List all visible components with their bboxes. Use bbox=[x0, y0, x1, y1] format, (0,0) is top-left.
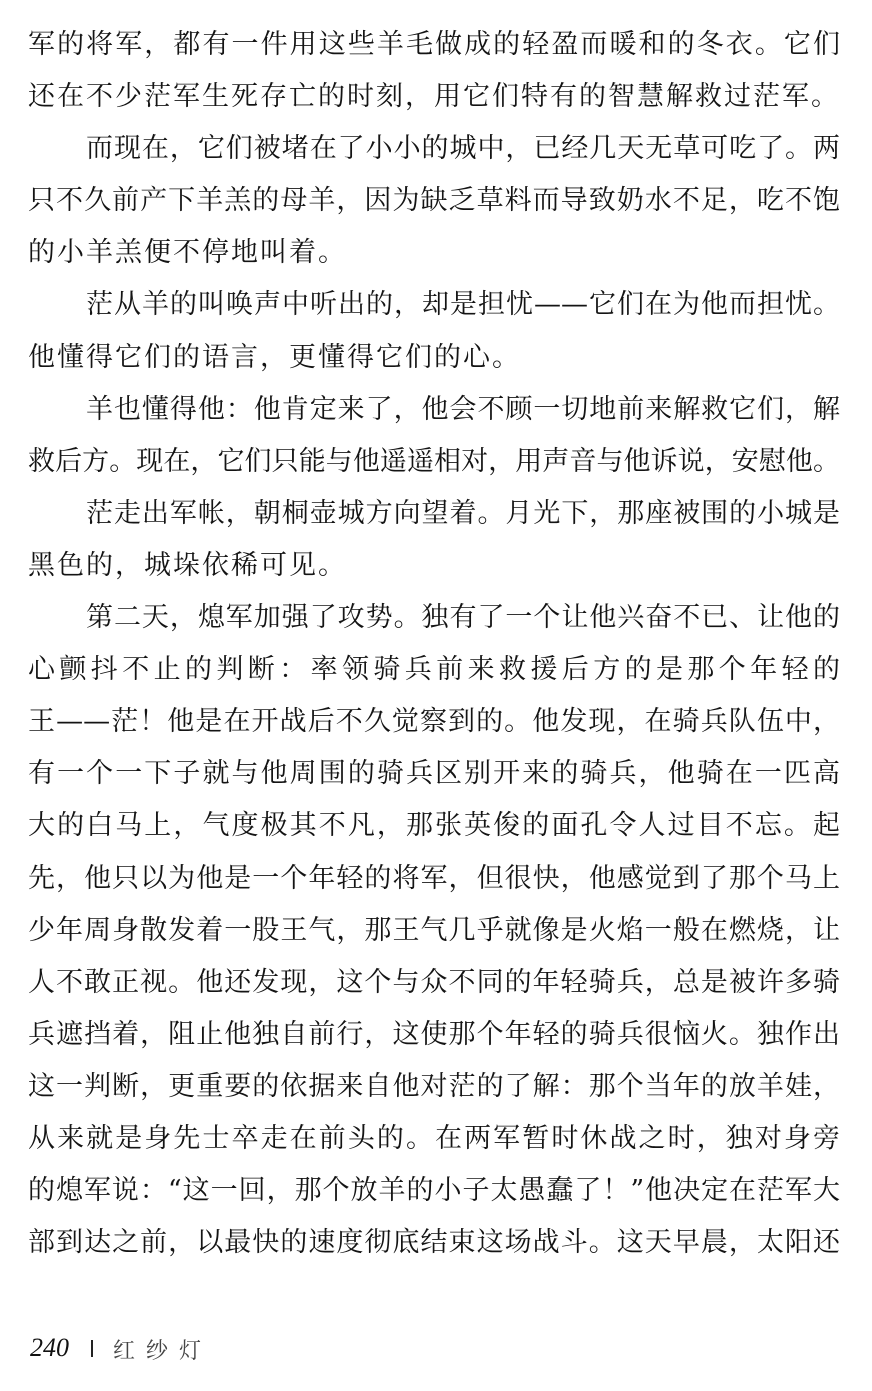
text-line: 他懂得它们的语言，更懂得它们的心。 bbox=[28, 341, 521, 373]
footer-divider bbox=[91, 1340, 93, 1357]
text-line: 从来就是身先士卒走在前头的。在两军暂时休战之时，独对身旁 bbox=[28, 1122, 840, 1154]
text-line: 人不敢正视。他还发现，这个与众不同的年轻骑兵，总是被许多骑 bbox=[28, 966, 840, 998]
text-line: 的小羊羔便不停地叫着。 bbox=[28, 237, 347, 269]
text-line: 茫走出军帐，朝桐壶城方向望着。月光下，那座被围的小城是 bbox=[86, 497, 840, 529]
paragraph-4 bbox=[28, 384, 840, 488]
running-footer-book-title: 红纱灯 bbox=[113, 1339, 213, 1364]
page-number: 240 bbox=[30, 1333, 69, 1362]
text-line: 而现在，它们被堵在了小小的城中，已经几天无草可吃了。两 bbox=[86, 133, 840, 165]
text-line: 还在不少茫军生死存亡的时刻，用它们特有的智慧解救过茫军。 bbox=[28, 81, 840, 113]
paragraph-3 bbox=[28, 279, 840, 383]
text-line: 黑色的，城垛依稀可见。 bbox=[28, 549, 347, 581]
text-line: 心颤抖不止的判断：率领骑兵前来救援后方的是那个年轻的 bbox=[28, 654, 840, 686]
text-line: 王——茫！他是在开战后不久觉察到的。他发现，在骑兵队伍中， bbox=[28, 706, 840, 738]
text-line: 军的将军，都有一件用这些羊毛做成的轻盈而暖和的冬衣。它们 bbox=[28, 29, 840, 60]
text-line: 少年周身散发着一股王气，那王气几乎就像是火焰一般在燃烧，让 bbox=[28, 914, 840, 946]
text-line: 羊也懂得他：他肯定来了，他会不顾一切地前来解救它们，解 bbox=[86, 393, 840, 425]
text-line: 这一判断，更重要的依据来自他对茫的了解：那个当年的放羊娃， bbox=[28, 1070, 840, 1102]
text-line: 茫从羊的叫唤声中听出的，却是担忧——它们在为他而担忧。 bbox=[86, 289, 840, 321]
text-line: 的熄军说：“这一回，那个放羊的小子太愚蠢了！”他决定在茫军大 bbox=[28, 1175, 840, 1207]
text-line: 兵遮挡着，阻止他独自前行，这使那个年轻的骑兵很恼火。独作出 bbox=[28, 1018, 840, 1050]
text-line: 有一个一下子就与他周围的骑兵区别开来的骑兵，他骑在一匹高 bbox=[28, 758, 840, 790]
text-line: 只不久前产下羊羔的母羊，因为缺乏草料而导致奶水不足，吃不饱 bbox=[28, 185, 840, 217]
paragraph-1 bbox=[28, 19, 840, 123]
text-line: 救后方。现在，它们只能与他遥遥相对，用声音与他诉说，安慰他。 bbox=[28, 445, 840, 477]
body-text bbox=[28, 19, 840, 1269]
paragraph-6 bbox=[28, 592, 840, 1269]
paragraph-2 bbox=[28, 123, 840, 279]
text-line: 部到达之前，以最快的速度彻底结束这场战斗。这天早晨，太阳还 bbox=[28, 1227, 840, 1259]
paragraph-5 bbox=[28, 488, 840, 592]
text-line: 先，他只以为他是一个年轻的将军，但很快，他感觉到了那个马上 bbox=[28, 862, 840, 894]
text-line: 第二天，熄军加强了攻势。独有了一个让他兴奋不已、让他的 bbox=[86, 602, 840, 634]
text-line: 大的白马上，气度极其不凡，那张英俊的面孔令人过目不忘。起 bbox=[28, 810, 840, 842]
